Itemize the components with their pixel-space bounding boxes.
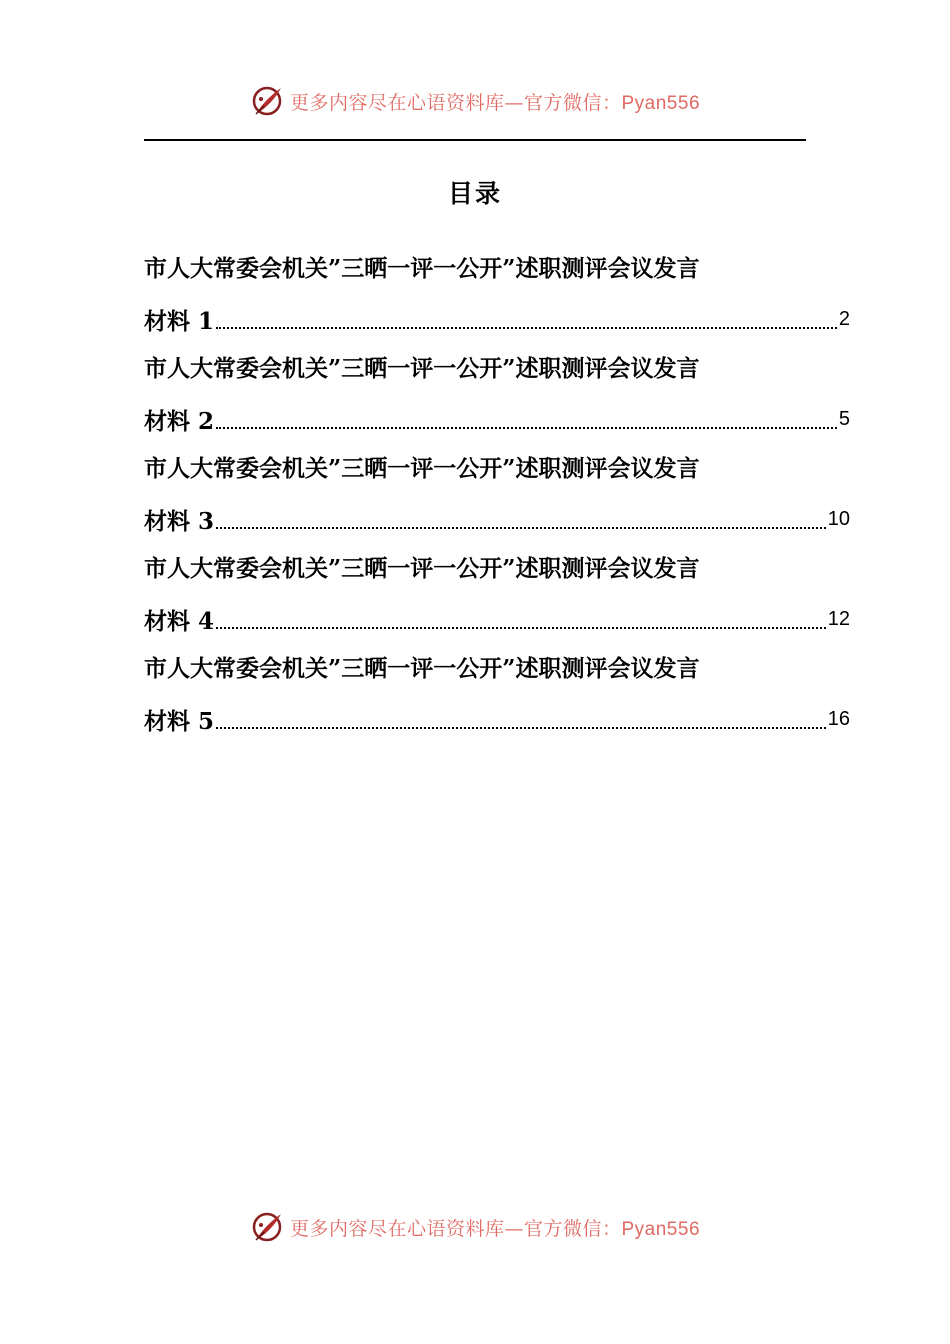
toc-title: 目录 <box>447 179 502 208</box>
quill-pen-logo-icon <box>250 84 284 118</box>
toc-leader-dots <box>216 627 826 629</box>
toc-entry-label: 材料 5 <box>144 707 215 735</box>
toc-leader-dots <box>216 727 826 729</box>
toc-entry-label: 材料 3 <box>144 507 215 535</box>
toc-page-number: 12 <box>827 607 850 630</box>
toc-page-number: 10 <box>827 507 850 530</box>
toc-leader-dots <box>216 527 826 529</box>
toc-entry[interactable] <box>144 344 850 444</box>
toc-entry-title: 市人大常委会机关”三晒一评一公开”述职测评会议发言 <box>144 455 700 482</box>
toc-entry-title: 市人大常委会机关”三晒一评一公开”述职测评会议发言 <box>144 655 700 682</box>
table-of-contents <box>144 244 850 744</box>
toc-page-number: 16 <box>827 707 850 730</box>
toc-entry[interactable] <box>144 444 850 544</box>
toc-entry-title: 市人大常委会机关”三晒一评一公开”述职测评会议发言 <box>144 355 700 382</box>
toc-entry-title: 市人大常委会机关”三晒一评一公开”述职测评会议发言 <box>144 255 700 282</box>
toc-page-number: 2 <box>838 307 850 330</box>
toc-entry-label: 材料 4 <box>144 607 215 635</box>
toc-leader-dots <box>216 427 837 429</box>
quill-pen-logo-icon <box>250 1210 284 1244</box>
toc-leader-dots <box>216 327 837 329</box>
toc-entry[interactable] <box>144 544 850 644</box>
header-rule <box>144 139 806 141</box>
footer-banner <box>0 1210 950 1244</box>
toc-entry-title: 市人大常委会机关”三晒一评一公开”述职测评会议发言 <box>144 555 700 582</box>
toc-entry[interactable] <box>144 244 850 344</box>
toc-entry-label: 材料 1 <box>144 307 215 335</box>
toc-entry[interactable] <box>144 644 850 744</box>
header-banner <box>0 84 950 118</box>
toc-page-number: 5 <box>838 407 850 430</box>
toc-entry-label: 材料 2 <box>144 407 215 435</box>
footer-banner-text: 更多内容尽在心语资料库—官方微信：Pyan556 <box>289 1217 701 1240</box>
header-banner-text: 更多内容尽在心语资料库—官方微信：Pyan556 <box>289 91 701 114</box>
